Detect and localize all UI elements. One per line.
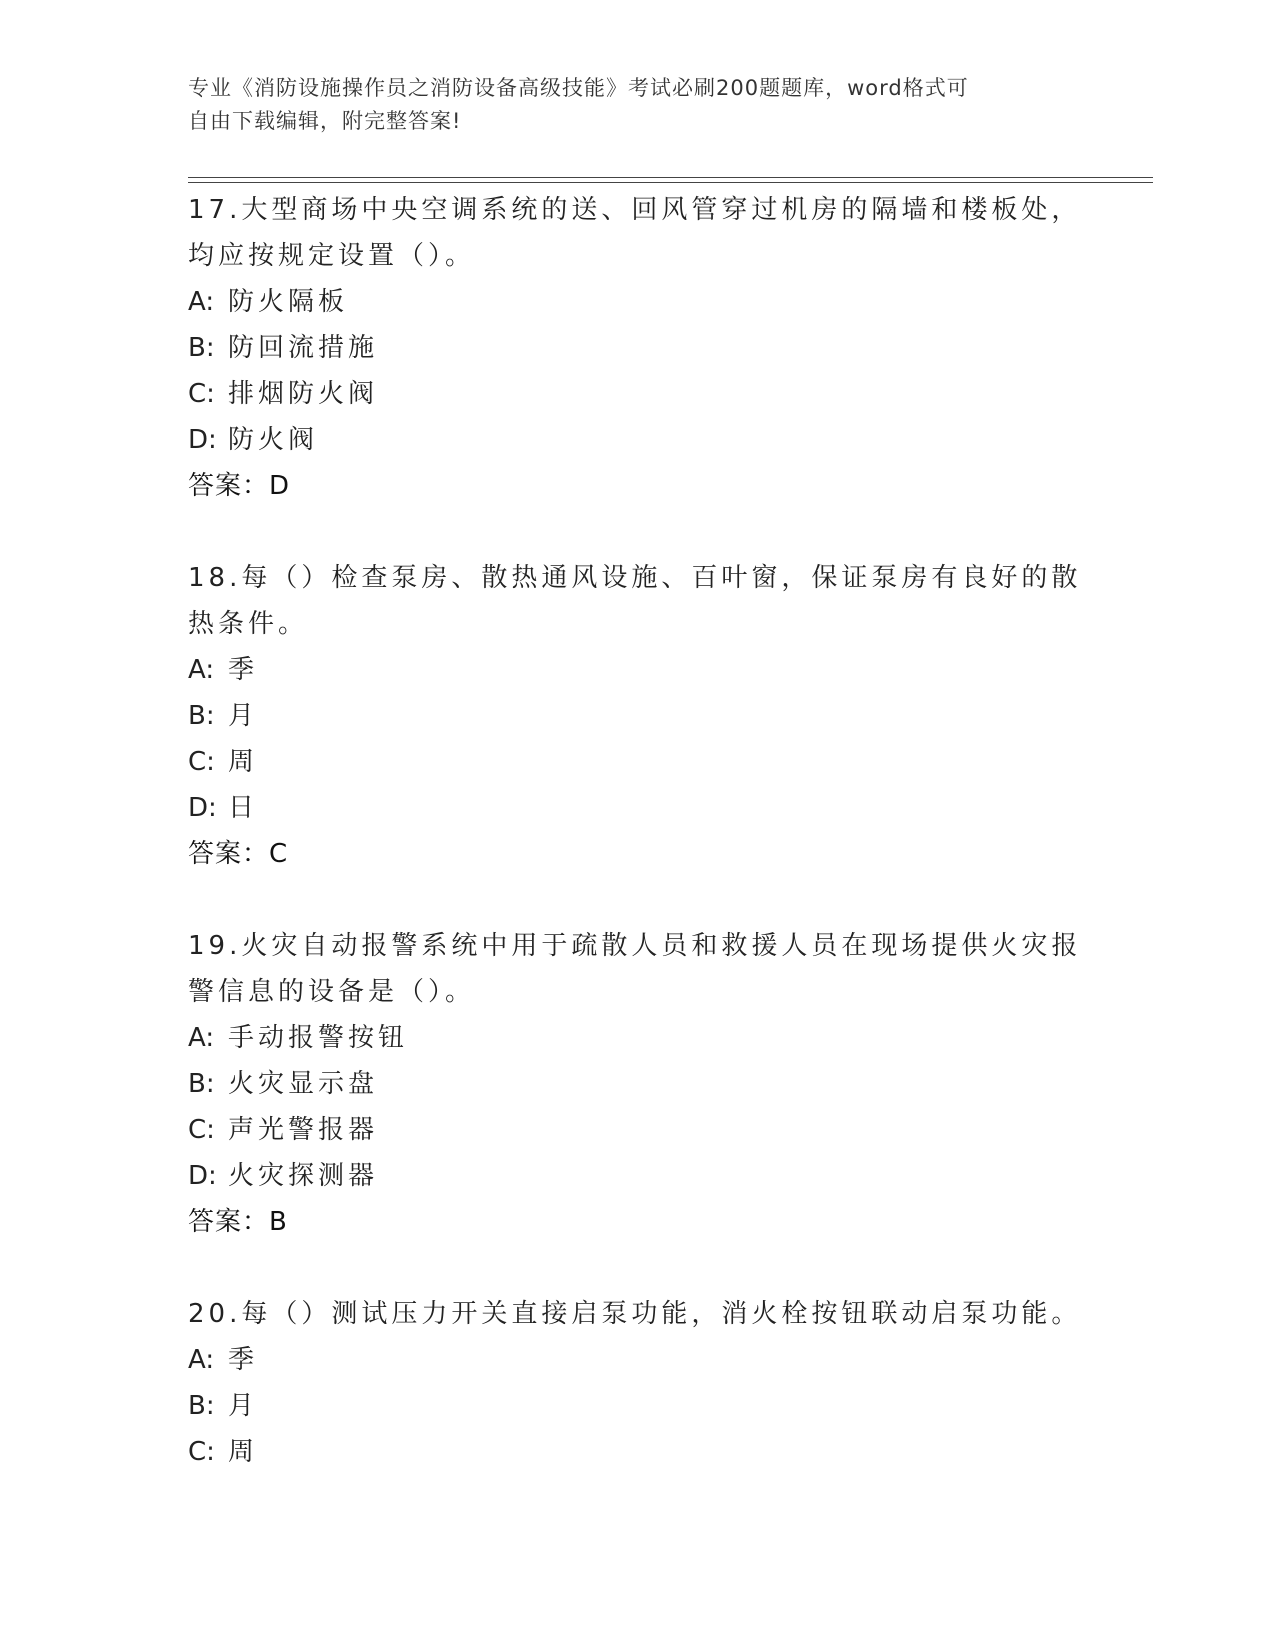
option-label: C: [188, 1437, 215, 1467]
option-text: 火灾探测器 [228, 1161, 379, 1191]
header-line-2: 自由下载编辑，附完整答案! [188, 109, 462, 133]
header-divider-bottom [188, 182, 1153, 183]
option-text: 排烟防火阀 [228, 379, 379, 409]
option-text: 日 [228, 793, 259, 823]
option-text: 月 [228, 701, 259, 731]
option-b [188, 693, 1088, 739]
option-b [188, 325, 1088, 371]
option-label: D: [188, 425, 217, 455]
option-text: 防火阀 [228, 425, 319, 455]
question-17 [188, 187, 1088, 509]
option-d [188, 417, 1088, 463]
option-b [188, 1383, 1088, 1429]
option-label: B: [188, 333, 215, 363]
option-label: A: [188, 655, 215, 685]
question-text: 18.每（）检查泵房、散热通风设施、百叶窗，保证泵房有良好的散热条件。 [188, 563, 1082, 639]
option-text: 声光警报器 [228, 1115, 379, 1145]
option-c [188, 739, 1088, 785]
option-a [188, 279, 1088, 325]
option-text: 手动报警按钮 [228, 1023, 409, 1053]
option-d [188, 785, 1088, 831]
header-divider-top [188, 177, 1153, 178]
option-label: A: [188, 1345, 215, 1375]
header-line-1: 专业《消防设施操作员之消防设备高级技能》考试必刷200题题库，word格式可 [188, 76, 969, 100]
question-19 [188, 923, 1088, 1245]
option-b [188, 1061, 1088, 1107]
option-label: A: [188, 287, 215, 317]
option-d [188, 1153, 1088, 1199]
option-label: C: [188, 1115, 215, 1145]
question-text: 19.火灾自动报警系统中用于疏散人员和救援人员在现场提供火灾报警信息的设备是（）。 [188, 931, 1082, 1007]
question-20 [188, 1291, 1088, 1475]
option-label: B: [188, 1069, 215, 1099]
answer-text: 答案：D [188, 471, 291, 501]
option-label: A: [188, 1023, 215, 1053]
option-c [188, 1107, 1088, 1153]
option-a [188, 647, 1088, 693]
question-text: 17.大型商场中央空调系统的送、回风管穿过机房的隔墙和楼板处，均应按规定设置（）。 [188, 195, 1082, 271]
option-label: C: [188, 379, 215, 409]
option-text: 季 [228, 655, 259, 685]
option-a [188, 1015, 1088, 1061]
option-c [188, 371, 1088, 417]
option-text: 防火隔板 [228, 287, 349, 317]
option-c [188, 1429, 1088, 1475]
document-header [188, 72, 1068, 138]
option-label: B: [188, 1391, 215, 1421]
option-text: 周 [228, 747, 259, 777]
option-label: B: [188, 701, 215, 731]
option-text: 月 [228, 1391, 259, 1421]
question-text: 20.每（）测试压力开关直接启泵功能，消火栓按钮联动启泵功能。 [188, 1299, 1082, 1329]
option-text: 季 [228, 1345, 259, 1375]
answer-text: 答案：C [188, 839, 289, 869]
question-list [188, 187, 1088, 1521]
option-text: 防回流措施 [228, 333, 379, 363]
answer-text: 答案：B [188, 1207, 288, 1237]
option-text: 火灾显示盘 [228, 1069, 379, 1099]
option-label: C: [188, 747, 215, 777]
question-18 [188, 555, 1088, 877]
option-label: D: [188, 793, 217, 823]
option-text: 周 [228, 1437, 259, 1467]
option-label: D: [188, 1161, 217, 1191]
option-a [188, 1337, 1088, 1383]
